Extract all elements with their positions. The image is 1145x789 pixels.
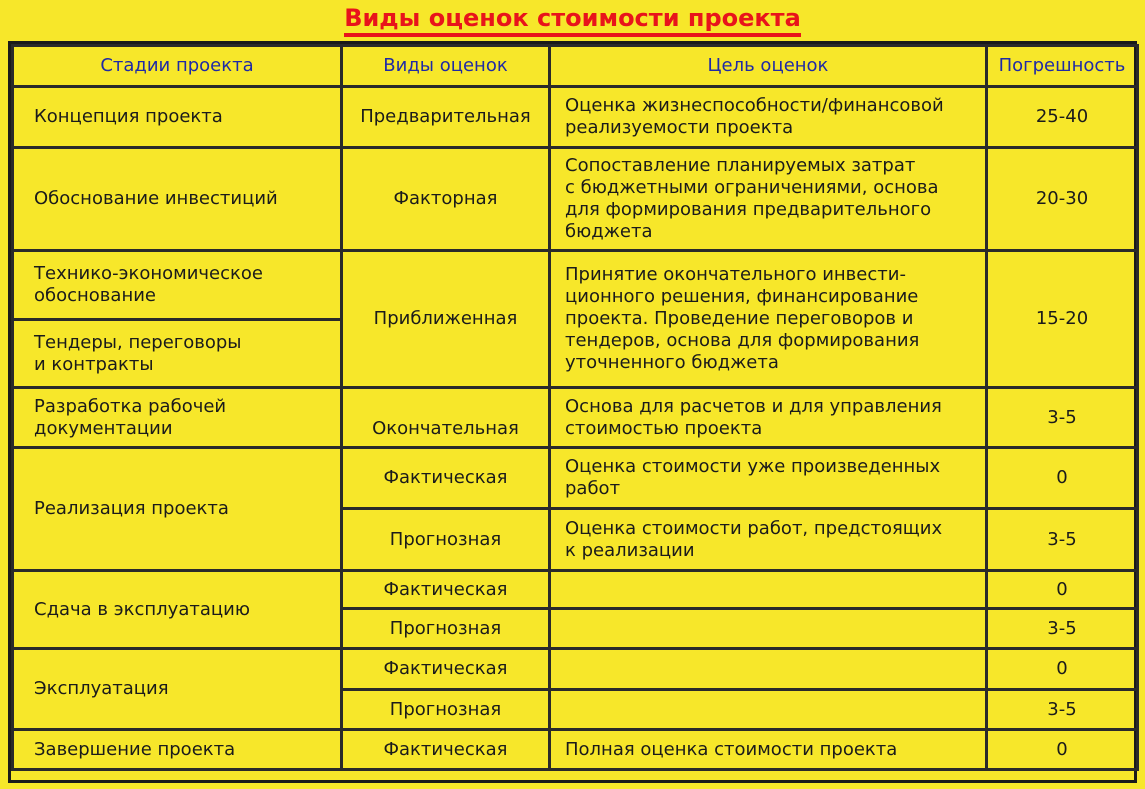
- error-cell: 3-5: [987, 609, 1138, 649]
- type-cell: Предварительная: [342, 87, 550, 148]
- error-cell: 3-5: [987, 690, 1138, 730]
- type-cell: Прогнозная: [342, 609, 550, 649]
- error-cell: 3-5: [987, 509, 1138, 571]
- header-type: Виды оценок: [342, 46, 550, 87]
- type-cell: Прогнозная: [342, 690, 550, 730]
- error-cell: 3-5: [987, 388, 1138, 448]
- type-cell: Прогнозная: [342, 509, 550, 571]
- table-row: [13, 571, 1138, 609]
- table-row: [13, 448, 1138, 509]
- goal-cell: [550, 571, 987, 609]
- goal-cell: Оценка стоимости уже произведенных работ: [550, 448, 987, 509]
- table-row: [13, 730, 1138, 770]
- goal-cell: [550, 649, 987, 690]
- table-row: [13, 649, 1138, 690]
- type-cell: Окончательная: [342, 388, 550, 448]
- table-row: [13, 388, 1138, 448]
- error-cell: 0: [987, 571, 1138, 609]
- error-cell: 25-40: [987, 87, 1138, 148]
- goal-cell: Оценка стоимости работ, предстоящих к реализации: [550, 509, 987, 571]
- table-row: [13, 148, 1138, 251]
- stage-cell: Эксплуатация: [13, 649, 342, 730]
- error-cell: 15-20: [987, 251, 1138, 388]
- stage-cell: Разработка рабочей документации: [13, 388, 342, 448]
- error-cell: 0: [987, 649, 1138, 690]
- goal-cell: Полная оценка стоимости проекта: [550, 730, 987, 770]
- error-cell: 0: [987, 730, 1138, 770]
- header-goal: Цель оценок: [550, 46, 987, 87]
- stage-cell: Завершение проекта: [13, 730, 342, 770]
- stage-cell: Концепция проекта: [13, 87, 342, 148]
- type-cell: Приближенная: [342, 251, 550, 388]
- goal-cell: [550, 609, 987, 649]
- goal-cell: [550, 690, 987, 730]
- stage-cell: Сдача в эксплуатацию: [13, 571, 342, 649]
- header-row: [13, 46, 1138, 87]
- type-cell: Фактическая: [342, 730, 550, 770]
- cost-estimate-table: [11, 44, 1139, 771]
- goal-cell: Принятие окончательного инвести- ционного решения, финансирование проекта. Проведение переговоров и тендеров, основа для формирования уточненного бюджета: [550, 251, 987, 388]
- table-row: [13, 251, 1138, 320]
- header-stage: Стадии проекта: [13, 46, 342, 87]
- type-cell: Фактическая: [342, 571, 550, 609]
- type-cell: Фактическая: [342, 448, 550, 509]
- page-title-wrap: [0, 4, 1145, 37]
- type-cell: Фактическая: [342, 649, 550, 690]
- goal-cell: Сопоставление планируемых затрат с бюджетными ограничениями, основа для формирования предварительного бюджета: [550, 148, 987, 251]
- error-cell: 20-30: [987, 148, 1138, 251]
- header-error: Погрешность: [987, 46, 1138, 87]
- type-cell: Факторная: [342, 148, 550, 251]
- page-title: Виды оценок стоимости проекта: [344, 4, 801, 37]
- stage-cell: Обоснование инвестиций: [13, 148, 342, 251]
- goal-cell: Оценка жизнеспособности/финансовой реализуемости проекта: [550, 87, 987, 148]
- error-cell: 0: [987, 448, 1138, 509]
- stage-cell: Реализация проекта: [13, 448, 342, 571]
- stage-cell: Технико-экономическое обоснование: [13, 251, 342, 320]
- goal-cell: Основа для расчетов и для управления стоимостью проекта: [550, 388, 987, 448]
- table-row: [13, 87, 1138, 148]
- stage-cell: Тендеры, переговоры и контракты: [13, 320, 342, 388]
